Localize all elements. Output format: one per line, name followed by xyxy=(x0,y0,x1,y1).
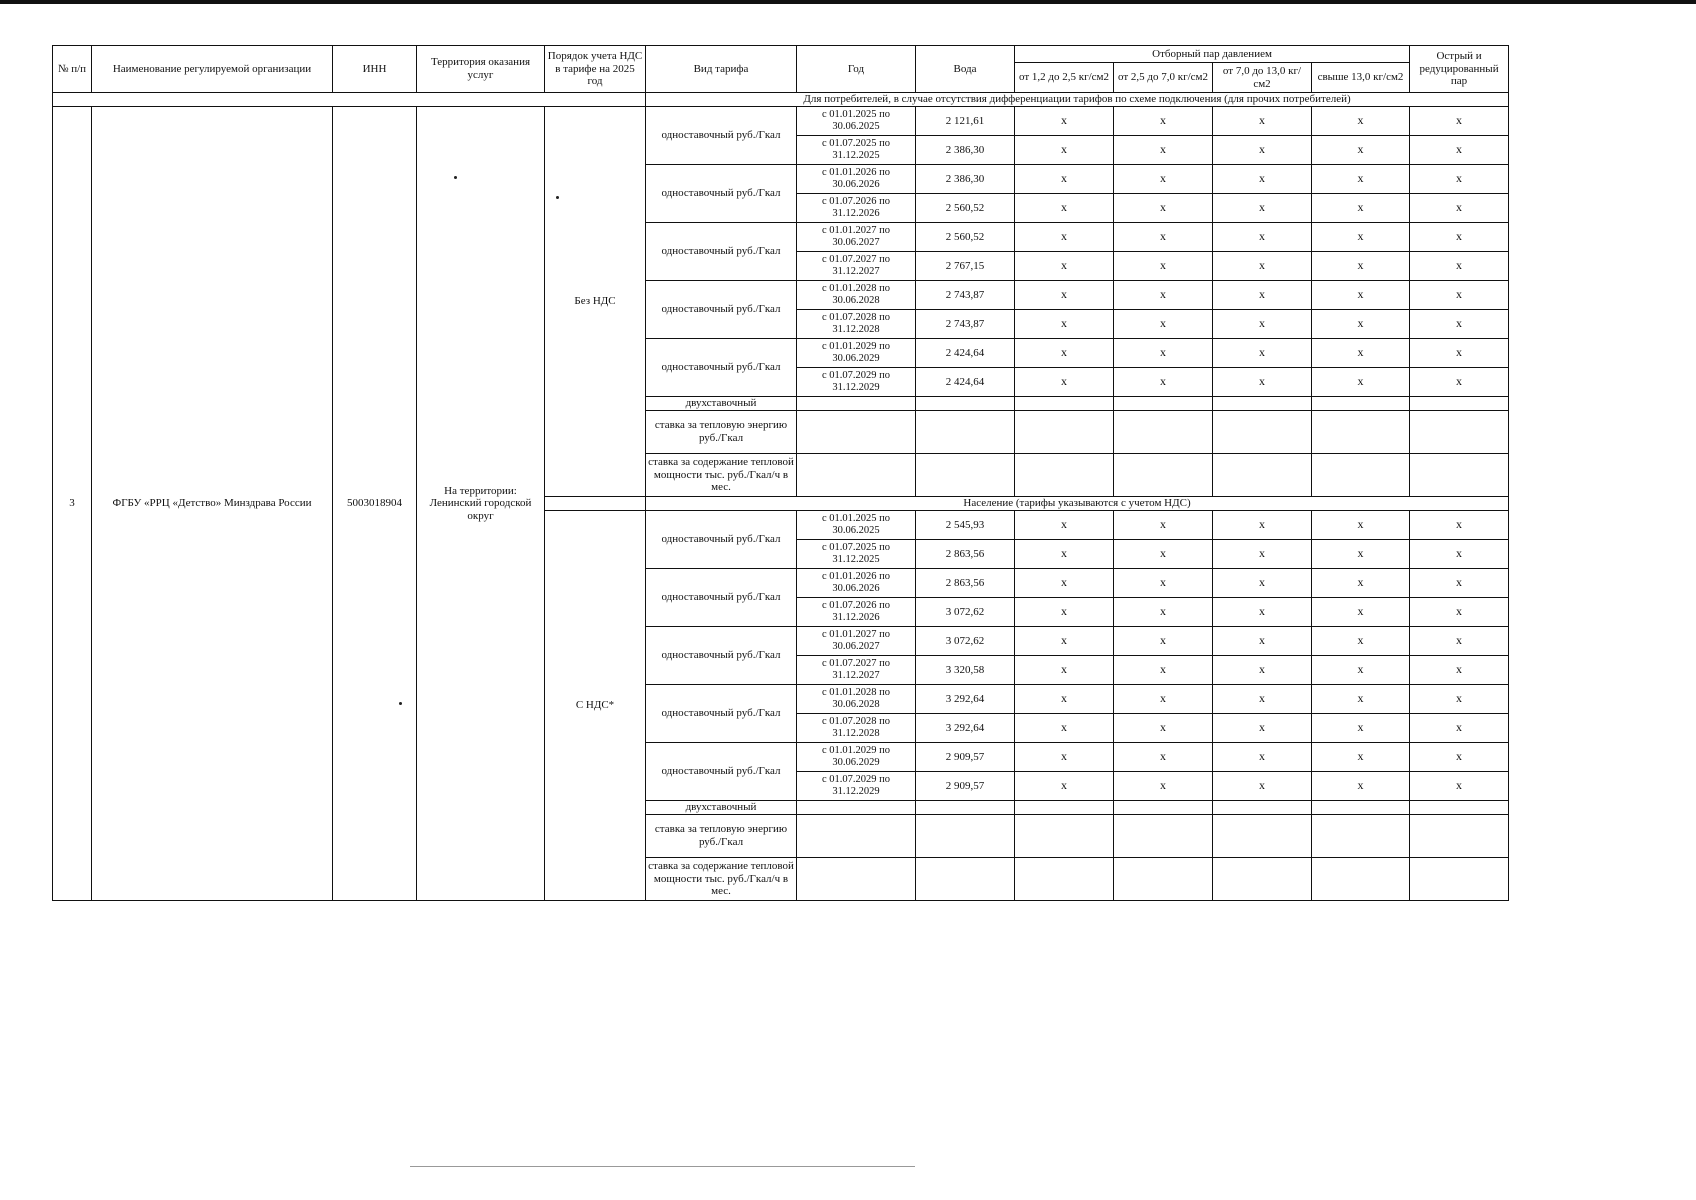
empty-cell xyxy=(916,454,1015,497)
empty-cell xyxy=(797,801,916,815)
not-applicable-mark: x xyxy=(1410,339,1509,368)
water-tariff: 3 320,58 xyxy=(916,656,1015,685)
period-dates: с 01.07.2027 по 31.12.2027 xyxy=(797,252,916,281)
empty-cell xyxy=(916,815,1015,858)
header-tariff-type: Вид тарифа xyxy=(646,46,797,93)
not-applicable-mark: x xyxy=(1015,598,1114,627)
not-applicable-mark: x xyxy=(1114,165,1213,194)
not-applicable-mark: x xyxy=(1410,511,1509,540)
period-dates: с 01.07.2026 по 31.12.2026 xyxy=(797,598,916,627)
empty-cell xyxy=(1410,454,1509,497)
not-applicable-mark: x xyxy=(1015,368,1114,397)
capacity-rate-label: ставка за содержание тепловой мощности тыс. руб./Гкал/ч в мес. xyxy=(646,454,797,497)
header-vat-order: Порядок учета НДС в тарифе на 2025 год xyxy=(545,46,646,93)
not-applicable-mark: x xyxy=(1410,252,1509,281)
water-tariff: 2 743,87 xyxy=(916,281,1015,310)
not-applicable-mark: x xyxy=(1015,339,1114,368)
not-applicable-mark: x xyxy=(1114,772,1213,801)
not-applicable-mark: x xyxy=(1114,685,1213,714)
not-applicable-mark: x xyxy=(1114,194,1213,223)
not-applicable-mark: x xyxy=(1213,685,1312,714)
scan-speck xyxy=(556,196,559,199)
not-applicable-mark: x xyxy=(1213,136,1312,165)
period-dates: с 01.07.2029 по 31.12.2029 xyxy=(797,368,916,397)
not-applicable-mark: x xyxy=(1312,772,1410,801)
not-applicable-mark: x xyxy=(1312,252,1410,281)
period-dates: с 01.01.2029 по 30.06.2029 xyxy=(797,339,916,368)
tariff-sheet xyxy=(52,45,1508,901)
not-applicable-mark: x xyxy=(1312,540,1410,569)
tariff-type: одноставочный руб./Гкал xyxy=(646,165,797,223)
empty-cell xyxy=(916,397,1015,411)
empty-cell xyxy=(1114,454,1213,497)
water-tariff: 2 743,87 xyxy=(916,310,1015,339)
tariff-type: одноставочный руб./Гкал xyxy=(646,743,797,801)
organization-name: ФГБУ «РРЦ «Детство» Минздрава России xyxy=(92,107,333,901)
empty-cell xyxy=(1015,411,1114,454)
empty-cell xyxy=(1114,815,1213,858)
not-applicable-mark: x xyxy=(1114,136,1213,165)
empty-cell xyxy=(1213,411,1312,454)
tariff-type: одноставочный руб./Гкал xyxy=(646,569,797,627)
section-banner: Для потребителей, в случае отсутствия дифференциации тарифов по схеме подключения (для прочих потребителей) xyxy=(646,93,1509,107)
not-applicable-mark: x xyxy=(1410,540,1509,569)
empty-cell xyxy=(797,815,916,858)
not-applicable-mark: x xyxy=(1114,598,1213,627)
not-applicable-mark: x xyxy=(1312,194,1410,223)
empty-cell xyxy=(1410,397,1509,411)
not-applicable-mark: x xyxy=(1312,714,1410,743)
empty-cell xyxy=(1410,411,1509,454)
not-applicable-mark: x xyxy=(1213,540,1312,569)
header-steam-2: от 2,5 до 7,0 кг/см2 xyxy=(1114,63,1213,93)
not-applicable-mark: x xyxy=(1312,107,1410,136)
period-dates: с 01.01.2026 по 30.06.2026 xyxy=(797,569,916,598)
not-applicable-mark: x xyxy=(1015,165,1114,194)
not-applicable-mark: x xyxy=(1114,310,1213,339)
two-part-label: двухставочный xyxy=(646,801,797,815)
not-applicable-mark: x xyxy=(1312,569,1410,598)
tariff-type: одноставочный руб./Гкал xyxy=(646,511,797,569)
period-dates: с 01.01.2025 по 30.06.2025 xyxy=(797,511,916,540)
not-applicable-mark: x xyxy=(1213,252,1312,281)
not-applicable-mark: x xyxy=(1213,165,1312,194)
water-tariff: 2 386,30 xyxy=(916,136,1015,165)
header-steam-3: от 7,0 до 13,0 кг/см2 xyxy=(1213,63,1312,93)
empty-cell xyxy=(1213,815,1312,858)
scan-line-artifact xyxy=(410,1166,915,1167)
not-applicable-mark: x xyxy=(1312,165,1410,194)
not-applicable-mark: x xyxy=(1410,772,1509,801)
water-tariff: 2 909,57 xyxy=(916,743,1015,772)
not-applicable-mark: x xyxy=(1213,194,1312,223)
not-applicable-mark: x xyxy=(1213,772,1312,801)
water-tariff: 2 863,56 xyxy=(916,540,1015,569)
not-applicable-mark: x xyxy=(1410,136,1509,165)
not-applicable-mark: x xyxy=(1114,714,1213,743)
not-applicable-mark: x xyxy=(1114,107,1213,136)
not-applicable-mark: x xyxy=(1410,598,1509,627)
empty-cell xyxy=(1213,858,1312,901)
period-dates: с 01.07.2028 по 31.12.2028 xyxy=(797,310,916,339)
not-applicable-mark: x xyxy=(1015,511,1114,540)
water-tariff: 2 386,30 xyxy=(916,165,1015,194)
not-applicable-mark: x xyxy=(1114,511,1213,540)
organization-inn: 5003018904 xyxy=(333,107,417,901)
empty-cell xyxy=(1312,858,1410,901)
header-steam-group: Отборный пар давлением xyxy=(1015,46,1410,63)
header-inn: ИНН xyxy=(333,46,417,93)
not-applicable-mark: x xyxy=(1312,310,1410,339)
not-applicable-mark: x xyxy=(1410,656,1509,685)
period-dates: с 01.01.2028 по 30.06.2028 xyxy=(797,685,916,714)
period-dates: с 01.07.2025 по 31.12.2025 xyxy=(797,540,916,569)
not-applicable-mark: x xyxy=(1410,743,1509,772)
not-applicable-mark: x xyxy=(1015,772,1114,801)
not-applicable-mark: x xyxy=(1312,511,1410,540)
not-applicable-mark: x xyxy=(1015,136,1114,165)
not-applicable-mark: x xyxy=(1213,743,1312,772)
water-tariff: 3 292,64 xyxy=(916,685,1015,714)
water-tariff: 2 545,93 xyxy=(916,511,1015,540)
not-applicable-mark: x xyxy=(1015,714,1114,743)
section-banner: Население (тарифы указываются с учетом НДС) xyxy=(646,497,1509,511)
period-dates: с 01.07.2027 по 31.12.2027 xyxy=(797,656,916,685)
period-dates: с 01.01.2026 по 30.06.2026 xyxy=(797,165,916,194)
empty-cell xyxy=(1015,801,1114,815)
not-applicable-mark: x xyxy=(1015,743,1114,772)
not-applicable-mark: x xyxy=(1213,511,1312,540)
not-applicable-mark: x xyxy=(1015,656,1114,685)
not-applicable-mark: x xyxy=(1410,107,1509,136)
empty-cell xyxy=(1015,815,1114,858)
water-tariff: 2 560,52 xyxy=(916,194,1015,223)
water-tariff: 3 072,62 xyxy=(916,627,1015,656)
not-applicable-mark: x xyxy=(1114,252,1213,281)
energy-rate-label: ставка за тепловую энергию руб./Гкал xyxy=(646,815,797,858)
not-applicable-mark: x xyxy=(1410,569,1509,598)
not-applicable-mark: x xyxy=(1015,252,1114,281)
not-applicable-mark: x xyxy=(1213,598,1312,627)
row-number: 3 xyxy=(53,107,92,901)
not-applicable-mark: x xyxy=(1312,368,1410,397)
not-applicable-mark: x xyxy=(1213,310,1312,339)
water-tariff: 2 767,15 xyxy=(916,252,1015,281)
not-applicable-mark: x xyxy=(1015,107,1114,136)
not-applicable-mark: x xyxy=(1015,627,1114,656)
not-applicable-mark: x xyxy=(1312,743,1410,772)
period-dates: с 01.01.2025 по 30.06.2025 xyxy=(797,107,916,136)
not-applicable-mark: x xyxy=(1114,540,1213,569)
empty-cell xyxy=(1114,801,1213,815)
empty-cell xyxy=(797,397,916,411)
not-applicable-mark: x xyxy=(1410,194,1509,223)
not-applicable-mark: x xyxy=(1213,656,1312,685)
empty-cell xyxy=(1312,815,1410,858)
not-applicable-mark: x xyxy=(1312,627,1410,656)
header-water: Вода xyxy=(916,46,1015,93)
empty-cell xyxy=(1015,454,1114,497)
banner-spacer xyxy=(545,497,646,511)
not-applicable-mark: x xyxy=(1312,136,1410,165)
not-applicable-mark: x xyxy=(1410,714,1509,743)
water-tariff: 2 909,57 xyxy=(916,772,1015,801)
empty-cell xyxy=(1410,801,1509,815)
not-applicable-mark: x xyxy=(1410,685,1509,714)
not-applicable-mark: x xyxy=(1312,598,1410,627)
empty-cell xyxy=(1312,801,1410,815)
period-dates: с 01.01.2027 по 30.06.2027 xyxy=(797,627,916,656)
not-applicable-mark: x xyxy=(1015,569,1114,598)
not-applicable-mark: x xyxy=(1114,339,1213,368)
period-dates: с 01.07.2026 по 31.12.2026 xyxy=(797,194,916,223)
water-tariff: 2 863,56 xyxy=(916,569,1015,598)
not-applicable-mark: x xyxy=(1114,368,1213,397)
scan-speck xyxy=(399,702,402,705)
not-applicable-mark: x xyxy=(1410,368,1509,397)
header-steam-4: свыше 13,0 кг/см2 xyxy=(1312,63,1410,93)
two-part-label: двухставочный xyxy=(646,397,797,411)
header-sharp-steam: Острый и редуцированный пар xyxy=(1410,46,1509,93)
header-year: Год xyxy=(797,46,916,93)
empty-cell xyxy=(1213,397,1312,411)
tariff-type: одноставочный руб./Гкал xyxy=(646,627,797,685)
empty-cell xyxy=(797,858,916,901)
capacity-rate-label: ставка за содержание тепловой мощности тыс. руб./Гкал/ч в мес. xyxy=(646,858,797,901)
header-num: № п/п xyxy=(53,46,92,93)
period-dates: с 01.01.2028 по 30.06.2028 xyxy=(797,281,916,310)
tariff-type: одноставочный руб./Гкал xyxy=(646,281,797,339)
water-tariff: 3 072,62 xyxy=(916,598,1015,627)
not-applicable-mark: x xyxy=(1015,223,1114,252)
tariff-type: одноставочный руб./Гкал xyxy=(646,685,797,743)
empty-cell xyxy=(1213,454,1312,497)
empty-cell xyxy=(1114,858,1213,901)
not-applicable-mark: x xyxy=(1410,627,1509,656)
not-applicable-mark: x xyxy=(1410,310,1509,339)
empty-cell xyxy=(797,454,916,497)
not-applicable-mark: x xyxy=(1312,685,1410,714)
empty-cell xyxy=(1015,397,1114,411)
organization-territory: На территории: Ленинский городской округ xyxy=(417,107,545,901)
tariff-table xyxy=(52,45,1509,901)
scan-speck xyxy=(454,176,457,179)
empty-cell xyxy=(1312,411,1410,454)
empty-cell xyxy=(1015,858,1114,901)
header-org: Наименование регулируемой организации xyxy=(92,46,333,93)
water-tariff: 2 424,64 xyxy=(916,339,1015,368)
empty-cell xyxy=(1114,397,1213,411)
empty-cell xyxy=(916,801,1015,815)
water-tariff: 3 292,64 xyxy=(916,714,1015,743)
not-applicable-mark: x xyxy=(1312,281,1410,310)
energy-rate-label: ставка за тепловую энергию руб./Гкал xyxy=(646,411,797,454)
period-dates: с 01.07.2025 по 31.12.2025 xyxy=(797,136,916,165)
not-applicable-mark: x xyxy=(1015,685,1114,714)
not-applicable-mark: x xyxy=(1213,569,1312,598)
tariff-type: одноставочный руб./Гкал xyxy=(646,339,797,397)
empty-cell xyxy=(1114,411,1213,454)
table-row xyxy=(53,107,1509,136)
not-applicable-mark: x xyxy=(1213,223,1312,252)
scan-top-edge xyxy=(0,0,1696,4)
banner-spacer xyxy=(53,93,646,107)
header-territory: Территория оказания услуг xyxy=(417,46,545,93)
not-applicable-mark: x xyxy=(1312,339,1410,368)
not-applicable-mark: x xyxy=(1312,656,1410,685)
header-steam-1: от 1,2 до 2,5 кг/см2 xyxy=(1015,63,1114,93)
not-applicable-mark: x xyxy=(1410,281,1509,310)
section-banner-row xyxy=(53,93,1509,107)
water-tariff: 2 121,61 xyxy=(916,107,1015,136)
water-tariff: 2 424,64 xyxy=(916,368,1015,397)
not-applicable-mark: x xyxy=(1114,743,1213,772)
empty-cell xyxy=(1410,858,1509,901)
not-applicable-mark: x xyxy=(1015,310,1114,339)
not-applicable-mark: x xyxy=(1015,194,1114,223)
not-applicable-mark: x xyxy=(1213,107,1312,136)
empty-cell xyxy=(916,858,1015,901)
empty-cell xyxy=(1213,801,1312,815)
empty-cell xyxy=(916,411,1015,454)
not-applicable-mark: x xyxy=(1410,223,1509,252)
tariff-type: одноставочный руб./Гкал xyxy=(646,107,797,165)
not-applicable-mark: x xyxy=(1114,627,1213,656)
period-dates: с 01.07.2028 по 31.12.2028 xyxy=(797,714,916,743)
vat-order-label: С НДС* xyxy=(545,511,646,901)
empty-cell xyxy=(1312,454,1410,497)
not-applicable-mark: x xyxy=(1410,165,1509,194)
empty-cell xyxy=(1312,397,1410,411)
not-applicable-mark: x xyxy=(1114,656,1213,685)
water-tariff: 2 560,52 xyxy=(916,223,1015,252)
not-applicable-mark: x xyxy=(1213,339,1312,368)
not-applicable-mark: x xyxy=(1015,281,1114,310)
not-applicable-mark: x xyxy=(1213,368,1312,397)
tariff-type: одноставочный руб./Гкал xyxy=(646,223,797,281)
period-dates: с 01.01.2027 по 30.06.2027 xyxy=(797,223,916,252)
not-applicable-mark: x xyxy=(1312,223,1410,252)
not-applicable-mark: x xyxy=(1213,714,1312,743)
header-row-1 xyxy=(53,46,1509,63)
not-applicable-mark: x xyxy=(1213,281,1312,310)
not-applicable-mark: x xyxy=(1114,569,1213,598)
not-applicable-mark: x xyxy=(1114,223,1213,252)
empty-cell xyxy=(1410,815,1509,858)
not-applicable-mark: x xyxy=(1015,540,1114,569)
not-applicable-mark: x xyxy=(1213,627,1312,656)
empty-cell xyxy=(797,411,916,454)
period-dates: с 01.07.2029 по 31.12.2029 xyxy=(797,772,916,801)
not-applicable-mark: x xyxy=(1114,281,1213,310)
period-dates: с 01.01.2029 по 30.06.2029 xyxy=(797,743,916,772)
vat-order-label: Без НДС xyxy=(545,107,646,497)
